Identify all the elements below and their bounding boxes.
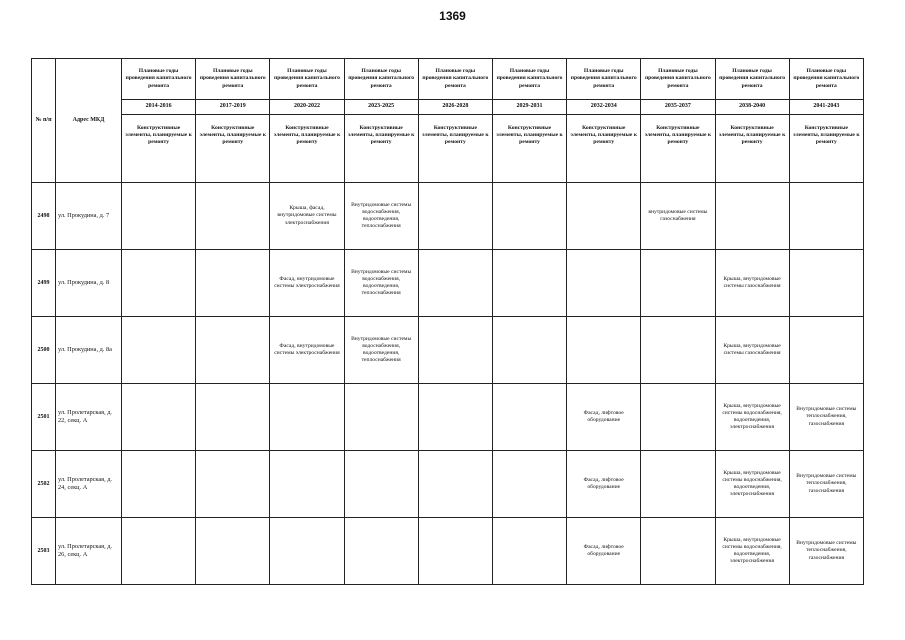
period-title-header: Плановые годы проведения капитального ремонта [492,59,566,100]
repair-elements-cell [196,384,270,451]
repair-elements-cell: Внутридомовые системы теплоснабжения, газоснабжения [789,451,863,518]
row-address: ул. Прокудина, д. 7 [56,183,122,250]
period-elements-header: Конструктивные элементы, планируемые к ремонту [196,115,270,183]
repair-elements-cell [492,384,566,451]
repair-elements-cell [196,183,270,250]
row-number: 2499 [32,250,56,317]
repair-elements-cell: Внутридомовые системы водоснабжения, водоотведения, теплоснабжения [344,317,418,384]
repair-elements-cell: Фасад, внутридомовые системы электроснабжения [270,250,344,317]
repair-elements-cell [418,518,492,585]
period-elements-header: Конструктивные элементы, планируемые к ремонту [789,115,863,183]
repair-elements-cell: Внутридомовые системы водоснабжения, водоотведения, теплоснабжения [344,183,418,250]
repair-elements-cell: Фасад, лифтовое оборудование [567,384,641,451]
repair-elements-cell [418,317,492,384]
repair-elements-cell [418,250,492,317]
repair-elements-cell [196,250,270,317]
repair-elements-cell [715,183,789,250]
row-number: 2498 [32,183,56,250]
page-number: 1369 [439,9,466,23]
repair-elements-cell: Крыша, внутридомовые системы газоснабжения [715,250,789,317]
repair-elements-cell: Внутридомовые системы теплоснабжения, газоснабжения [789,384,863,451]
period-title-header: Плановые годы проведения капитального ремонта [122,59,196,100]
table-row [32,250,864,317]
period-title-header: Плановые годы проведения капитального ремонта [270,59,344,100]
table-row [32,451,864,518]
period-years-header: 2026-2028 [418,100,492,115]
period-elements-header: Конструктивные элементы, планируемые к ремонту [122,115,196,183]
repair-elements-cell [270,518,344,585]
period-title-header: Плановые годы проведения капитального ремонта [344,59,418,100]
row-address: ул. Прокудина, д. 8 [56,250,122,317]
repair-elements-cell [789,317,863,384]
period-title-header: Плановые годы проведения капитального ремонта [715,59,789,100]
repair-elements-cell [641,518,715,585]
repair-elements-cell: Фасад, внутридомовые системы электроснабжения [270,317,344,384]
table-header [32,59,864,183]
row-number: 2500 [32,317,56,384]
repair-elements-cell: Крыша, внутридомовые системы водоснабжения, водоотведения, электроснабжения [715,384,789,451]
repair-elements-cell: внутридомовые системы газоснабжения [641,183,715,250]
period-title-header: Плановые годы проведения капитального ремонта [418,59,492,100]
period-title-header: Плановые годы проведения капитального ремонта [641,59,715,100]
period-title-header: Плановые годы проведения капитального ремонта [567,59,641,100]
period-title-header: Плановые годы проведения капитального ремонта [789,59,863,100]
period-years-header: 2032-2034 [567,100,641,115]
period-elements-header: Конструктивные элементы, планируемые к ремонту [715,115,789,183]
repair-elements-cell [492,518,566,585]
period-years-header: 2035-2037 [641,100,715,115]
period-elements-header: Конструктивные элементы, планируемые к ремонту [492,115,566,183]
row-address: ул. Пролетарская, д. 24, секц. А [56,451,122,518]
row-number: 2501 [32,384,56,451]
repair-elements-cell: Внутридомовые системы теплоснабжения, газоснабжения [789,518,863,585]
repair-elements-cell: Крыша, внутридомовые системы водоснабжения, водоотведения, электроснабжения [715,451,789,518]
period-years-header: 2017-2019 [196,100,270,115]
repair-elements-cell: Фасад, лифтовое оборудование [567,451,641,518]
repair-elements-cell [122,250,196,317]
period-years-header: 2029-2031 [492,100,566,115]
period-elements-header: Конструктивные элементы, планируемые к ремонту [567,115,641,183]
repair-elements-cell [641,250,715,317]
table-body [32,183,864,585]
repair-elements-cell [344,384,418,451]
repair-elements-cell: Крыша, внутридомовые системы водоснабжения, водоотведения, электроснабжения [715,518,789,585]
repair-elements-cell [196,518,270,585]
repair-elements-cell [641,384,715,451]
repair-elements-cell: Крыша, фасад, внутридомовые системы электроснабжения [270,183,344,250]
period-elements-header: Конструктивные элементы, планируемые к ремонту [270,115,344,183]
repair-elements-cell [418,183,492,250]
num-column-header: № п/п [32,59,56,183]
address-column-header: Адрес МКД [56,59,122,183]
repair-elements-cell [789,183,863,250]
repair-elements-cell [270,451,344,518]
table-row [32,317,864,384]
repair-elements-cell [196,451,270,518]
period-elements-header: Конструктивные элементы, планируемые к ремонту [418,115,492,183]
repair-elements-cell [344,451,418,518]
capital-repair-table [31,58,864,585]
period-elements-header: Конструктивные элементы, планируемые к ремонту [641,115,715,183]
repair-elements-cell [567,250,641,317]
repair-elements-cell [492,317,566,384]
period-years-header: 2038-2040 [715,100,789,115]
repair-elements-cell [122,384,196,451]
repair-elements-cell [492,451,566,518]
repair-elements-cell [344,518,418,585]
period-elements-header: Конструктивные элементы, планируемые к ремонту [344,115,418,183]
repair-elements-cell [641,317,715,384]
repair-elements-cell [418,384,492,451]
row-address: ул. Пролетарская, д. 22, секц. А [56,384,122,451]
table-row [32,518,864,585]
repair-elements-cell [122,451,196,518]
row-address: ул. Пролетарская, д. 26, секц. А [56,518,122,585]
repair-elements-cell [418,451,492,518]
repair-elements-cell: Крыша, внутридомовые системы газоснабжения [715,317,789,384]
table-row [32,384,864,451]
repair-elements-cell [492,183,566,250]
repair-elements-cell [567,317,641,384]
period-years-header: 2014-2016 [122,100,196,115]
period-title-header: Плановые годы проведения капитального ремонта [196,59,270,100]
repair-elements-cell: Фасад, лифтовое оборудование [567,518,641,585]
repair-elements-cell [641,451,715,518]
repair-elements-cell [122,317,196,384]
row-address: ул. Прокудина, д. 8а [56,317,122,384]
repair-elements-cell [196,317,270,384]
row-number: 2503 [32,518,56,585]
repair-elements-cell [270,384,344,451]
period-years-header: 2020-2022 [270,100,344,115]
repair-elements-cell [122,518,196,585]
repair-elements-cell [492,250,566,317]
period-years-header: 2023-2025 [344,100,418,115]
period-years-header: 2041-2043 [789,100,863,115]
row-number: 2502 [32,451,56,518]
repair-elements-cell [122,183,196,250]
repair-elements-cell [789,250,863,317]
repair-elements-cell [567,183,641,250]
table-row [32,183,864,250]
repair-elements-cell: Внутридомовые системы водоснабжения, водоотведения, теплоснабжения [344,250,418,317]
